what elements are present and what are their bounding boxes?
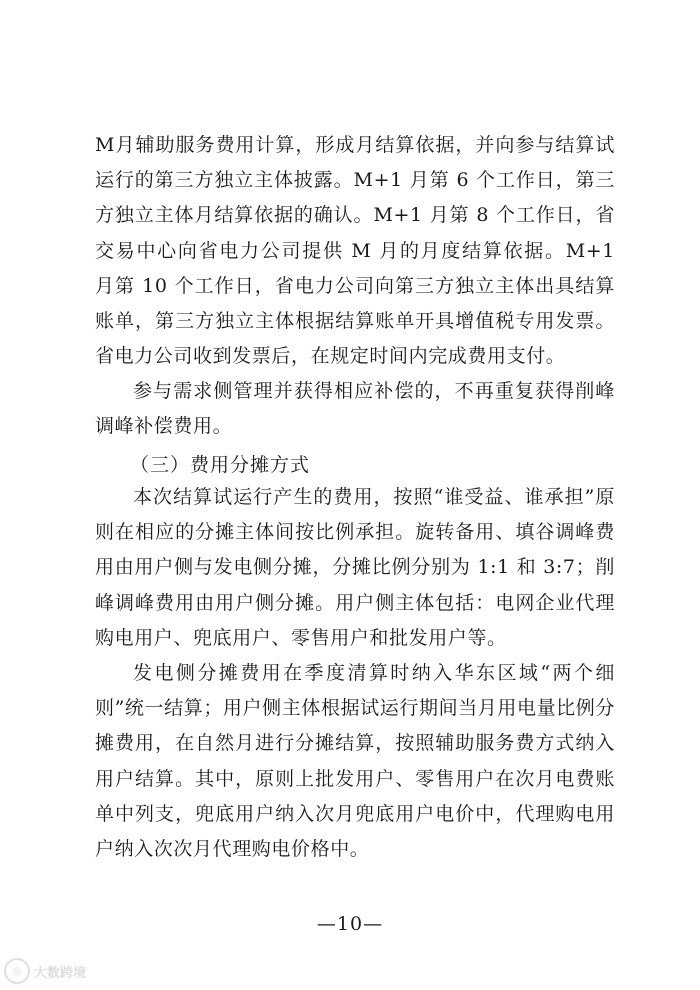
paragraph-demand-side: 参与需求侧管理并获得相应补偿的，不再重复获得削峰调峰补偿费用。 bbox=[95, 380, 615, 438]
page-number: —10— bbox=[316, 913, 384, 935]
paragraph-cost-sharing: 本次结算试运行产生的费用，按照“谁受益、谁承担”原则在相应的分摊主体间按比例承担。旋转备用、填谷调峰费用由用户侧与发电侧分摊，分摊比例分别为 1:1 和 3:7；削峰调峰费用由用户侧分摊。用户侧主体包括：电网企业代理购电用户、兜底用户、零售用户和批发用户等。 bbox=[95, 486, 615, 649]
paragraph-settlement-schedule: M月辅助服务费用计算，形成月结算依据，并向参与结算试运行的第三方独立主体披露。M+1 月第 6 个工作日，第三方独立主体月结算依据的确认。M+1 月第 8 个工作日，省交易中心向省电力公司提供 M 月的月度结算依据。M+1 月第 10 个工作日，省电力公司向第三方独立主体出具结算账单，第三方独立主体根据结算账单开具增值税专用发票。省电力公司收到发票后，在规定时间内完成费用支付。 bbox=[95, 134, 615, 368]
paragraph-generation-side: 发电侧分摊费用在季度清算时纳入华东区域“两个细则”统一结算；用户侧主体根据试运行期间当月用电量比例分摊费用，在自然月进行分摊结算，按照辅助服务费方式纳入用户结算。其中，原则上批发用户、零售用户在次月电费账单中列支，兜底用户纳入次月兜底用户电价中，代理购电用户纳入次次月代理购电价格中。 bbox=[95, 662, 615, 861]
logo-icon: ◎ bbox=[4, 958, 30, 984]
section-heading: （三）费用分摊方式 bbox=[130, 454, 311, 476]
watermark-text: 大数跨境 bbox=[34, 965, 87, 981]
watermark bbox=[4, 958, 86, 984]
